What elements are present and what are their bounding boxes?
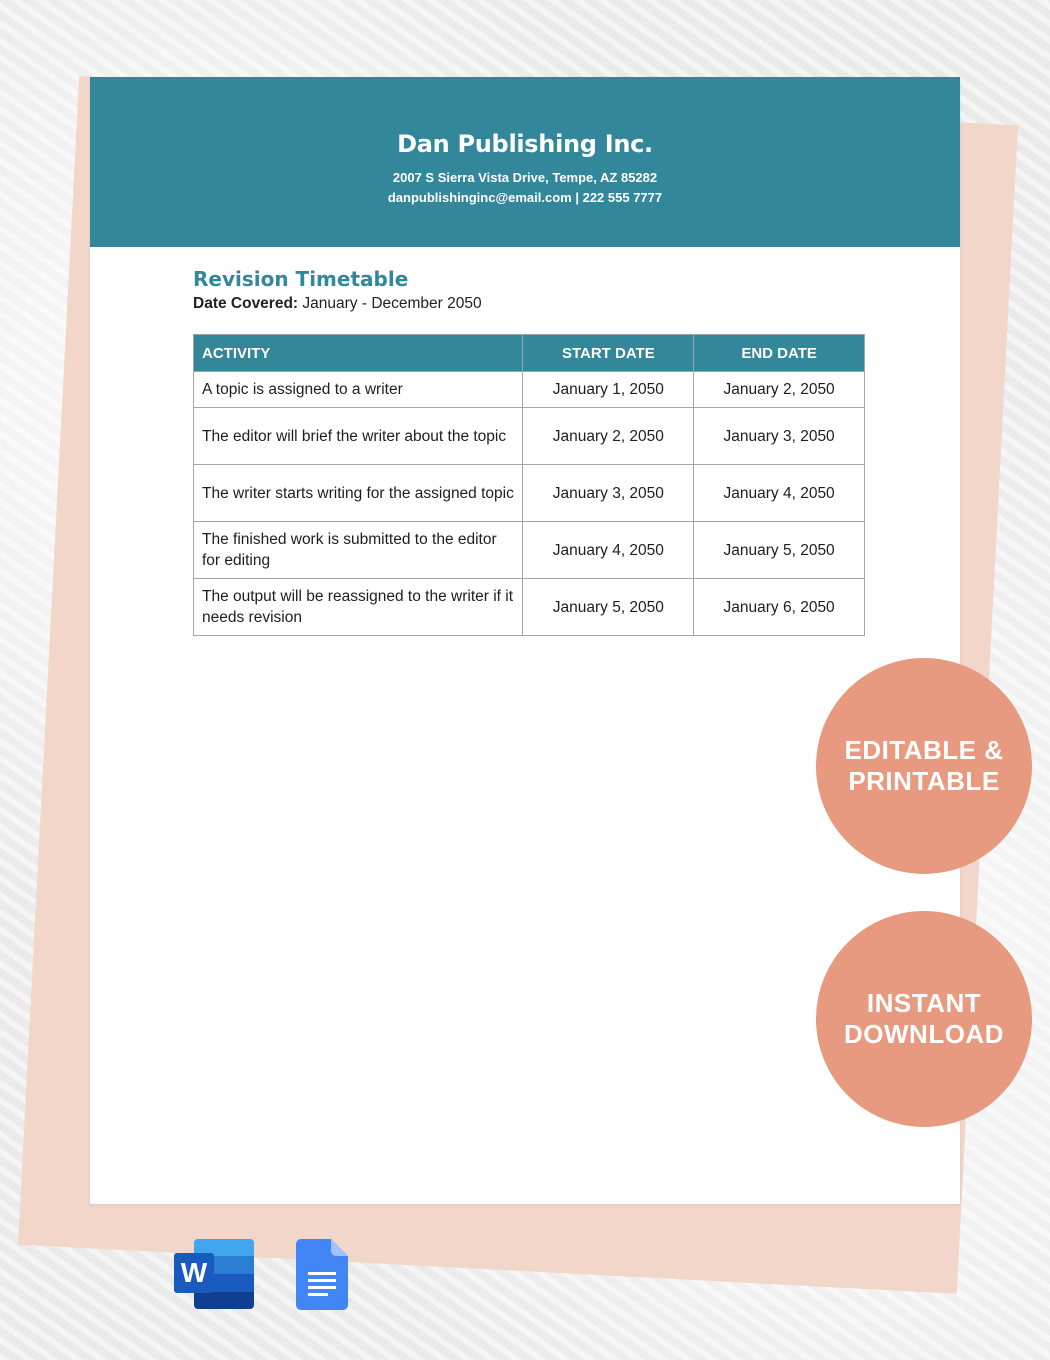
date-covered — [193, 295, 482, 313]
activity-cell: The writer starts writing for the assigned topic — [194, 465, 523, 522]
table-row — [194, 579, 865, 636]
badge-line: PRINTABLE — [848, 766, 1000, 796]
microsoft-word-icon — [174, 1239, 254, 1309]
company-address: 2007 S Sierra Vista Drive, Tempe, AZ 85282 — [392, 170, 658, 185]
table-header-row — [194, 335, 865, 372]
badge-line: EDITABLE & — [844, 735, 1004, 765]
editable-printable-badge — [816, 658, 1032, 874]
start-date-cell: January 5, 2050 — [523, 579, 694, 636]
activity-cell: A topic is assigned to a writer — [194, 372, 523, 408]
table-row — [194, 372, 865, 408]
company-contact: danpublishinginc@email.com | 222 555 7777 — [387, 190, 663, 205]
start-date-cell: January 4, 2050 — [523, 522, 694, 579]
section-title: Revision Timetable — [193, 267, 409, 291]
google-docs-icon — [296, 1239, 348, 1310]
activity-cell: The output will be reassigned to the writer if it needs revision — [194, 579, 523, 636]
table-row — [194, 522, 865, 579]
badge-line: DOWNLOAD — [844, 1019, 1004, 1049]
document-header — [90, 77, 960, 247]
end-date-cell: January 3, 2050 — [694, 408, 865, 465]
table-row — [194, 465, 865, 522]
end-date-cell: January 4, 2050 — [694, 465, 865, 522]
end-date-cell: January 6, 2050 — [694, 579, 865, 636]
end-date-cell: January 2, 2050 — [694, 372, 865, 408]
header-start-date: START DATE — [523, 335, 694, 372]
revision-timetable — [193, 334, 865, 636]
end-date-cell: January 5, 2050 — [694, 522, 865, 579]
company-name: Dan Publishing Inc. — [397, 130, 653, 158]
start-date-cell: January 2, 2050 — [523, 408, 694, 465]
start-date-cell: January 1, 2050 — [523, 372, 694, 408]
start-date-cell: January 3, 2050 — [523, 465, 694, 522]
header-activity: ACTIVITY — [194, 335, 523, 372]
table-row — [194, 408, 865, 465]
instant-download-badge — [816, 911, 1032, 1127]
word-letter: W — [180, 1257, 208, 1288]
date-covered-value: January - December 2050 — [298, 295, 482, 312]
badge-line: INSTANT — [866, 988, 982, 1018]
date-covered-label: Date Covered: — [193, 295, 299, 312]
activity-cell: The editor will brief the writer about the topic — [194, 408, 523, 465]
header-end-date: END DATE — [694, 335, 865, 372]
activity-cell: The finished work is submitted to the editor for editing — [194, 522, 523, 579]
